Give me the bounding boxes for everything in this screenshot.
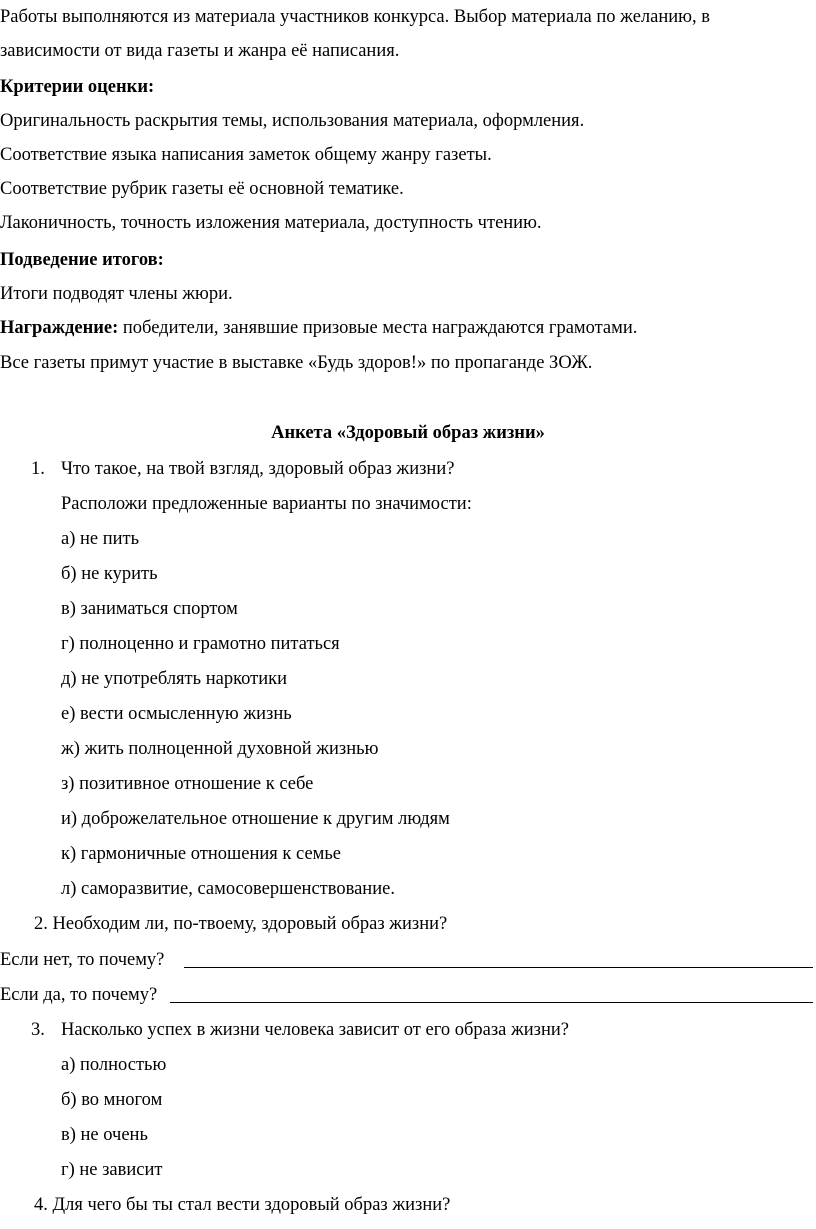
q3-option: в) не очень <box>61 1125 148 1145</box>
q2-if-no-answer-line[interactable] <box>184 967 813 968</box>
q2-if-no-label: Если нет, то почему? <box>0 950 165 970</box>
intro-line-1: Работы выполняются из материала участников конкурса. Выбор материала по желанию, в <box>0 7 710 27</box>
q1-option: д) не употреблять наркотики <box>61 669 287 689</box>
q1-option: а) не пить <box>61 529 140 549</box>
q3-number: 3. <box>31 1020 45 1040</box>
q3-option: г) не зависит <box>61 1160 163 1180</box>
q4-text: 4. Для чего бы ты стал вести здоровый образ жизни? <box>34 1195 451 1215</box>
q1-option: е) вести осмысленную жизнь <box>61 704 292 724</box>
results-heading: Подведение итогов: <box>0 250 164 270</box>
q1-option: з) позитивное отношение к себе <box>61 774 314 794</box>
q1-number: 1. <box>31 459 45 479</box>
q1-option: б) не курить <box>61 564 158 584</box>
q1-option: л) саморазвитие, самосовершенствование. <box>61 879 395 899</box>
award-text: победители, занявшие призовые места награждаются грамотами. <box>118 318 638 338</box>
q2-if-yes-answer-line[interactable] <box>170 1002 813 1003</box>
criteria-item: Оригинальность раскрытия темы, использования материала, оформления. <box>0 111 585 131</box>
q3-option: б) во многом <box>61 1090 163 1110</box>
criteria-heading: Критерии оценки: <box>0 77 155 97</box>
intro-line-2: зависимости от вида газеты и жанра её написания. <box>0 41 400 61</box>
q1-option: к) гармоничные отношения к семье <box>61 844 342 864</box>
results-text: Итоги подводят члены жюри. <box>0 284 233 304</box>
criteria-item: Лаконичность, точность изложения материала, доступность чтению. <box>0 213 542 233</box>
exhibition-text: Все газеты примут участие в выставке «Будь здоров!» по пропаганде ЗОЖ. <box>0 353 593 373</box>
q1-option: и) доброжелательное отношение к другим людям <box>61 809 450 829</box>
award-label: Награждение: <box>0 318 119 338</box>
survey-title: Анкета «Здоровый образ жизни» <box>271 423 545 443</box>
q1-option: ж) жить полноценной духовной жизнью <box>61 739 379 759</box>
q1-text: Что такое, на твой взгляд, здоровый образ жизни? <box>61 459 455 479</box>
award-paragraph <box>0 319 637 338</box>
q2-text: 2. Необходим ли, по-твоему, здоровый образ жизни? <box>34 914 448 934</box>
q3-text: Насколько успех в жизни человека зависит от его образа жизни? <box>61 1020 569 1040</box>
q3-option: а) полностью <box>61 1055 167 1075</box>
criteria-item: Соответствие языка написания заметок общему жанру газеты. <box>0 145 492 165</box>
q1-option: г) полноценно и грамотно питаться <box>61 634 340 654</box>
q1-option: в) заниматься спортом <box>61 599 238 619</box>
q2-if-yes-label: Если да, то почему? <box>0 985 158 1005</box>
criteria-item: Соответствие рубрик газеты её основной тематике. <box>0 179 404 199</box>
q1-instruction: Расположи предложенные варианты по значимости: <box>61 494 472 514</box>
